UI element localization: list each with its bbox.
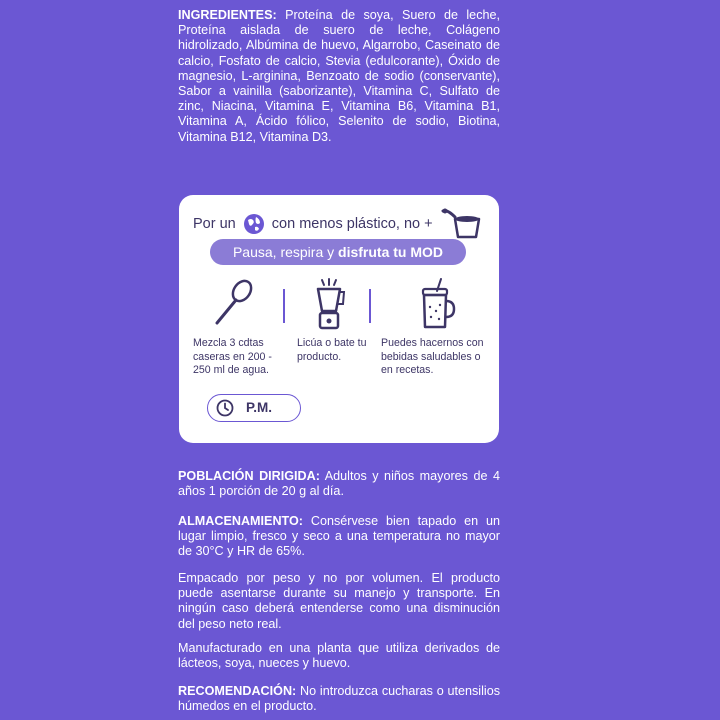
packaging-paragraph: Empacado por peso y no por volumen. El producto puede asentarse durante su manejo y transporte. En ningún caso deberá entenderse como una disminución del peso neto real. (178, 571, 500, 631)
step-text-blend: Licúa o bate tu producto. (297, 337, 367, 363)
step-text-drinks: Puedes hacernos con bebidas saludables o en recetas. (381, 337, 484, 377)
headline-before: Por un (193, 216, 236, 232)
ingredients-paragraph (178, 8, 500, 145)
time-badge (207, 394, 301, 422)
ingredients-label: INGREDIENTES: (178, 8, 277, 22)
usage-card (179, 195, 499, 443)
storage-text: Consérvese bien tapado en un lugar limpio, fresco y seco a una temperatura no mayor de 30°C y HR de 65%. (178, 514, 500, 559)
slogan-bold: disfruta tu MOD (338, 244, 444, 260)
target-population-text: Adultos y niños mayores de 4 años 1 porción de 20 g al día. (178, 469, 500, 499)
slogan-normal: Pausa, respira y (232, 244, 339, 260)
headline-after: con menos plástico, no + (271, 216, 433, 232)
recommendation-label: RECOMENDACIÓN: (178, 684, 297, 698)
step-divider (283, 289, 285, 323)
target-population-label: POBLACIÓN DIRIGIDA: (178, 469, 320, 483)
clock-icon (216, 399, 234, 417)
slogan-pill (210, 239, 466, 265)
globe-icon (243, 213, 265, 235)
storage-label: ALMACENAMIENTO: (178, 514, 303, 528)
manufacturing-paragraph: Manufacturado en una planta que utiliza derivados de lácteos, soya, nueces y huevo. (178, 641, 500, 671)
time-label: P.M. (246, 400, 273, 415)
spoon-icon (205, 277, 257, 331)
storage-paragraph (178, 514, 500, 560)
ingredients-text: Proteína de soya, Suero de leche, Proteína aislada de suero de leche, Colágeno hidrolizado, Albúmina de huevo, Algarrobo, Caseinato de calcio, Fosfato de calcio, Stevia (edulcorante), Óxido de magnesio, L-arginina, Benzoato de sodio (conservante), Sabor a vainilla (saborizante), Vitamina C, Sulfato de zinc, Niacina, Vitamina E, Vitamina B6, Vitamina B1, Vitamina A, Ácido fólico, Selenito de sodio, Biotina, Vitamina B12, Vitamina D3. (178, 8, 500, 144)
step-text-mix: Mezcla 3 cdtas caseras en 200 - 250 ml de agua. (193, 337, 272, 377)
scoop-icon (441, 205, 485, 239)
jar-glass-icon (411, 277, 463, 331)
blender-icon (303, 277, 355, 331)
target-population-paragraph (178, 469, 500, 499)
recommendation-text: No introduzca cucharas o utensilios húmedos en el producto. (178, 684, 500, 714)
step-divider (369, 289, 371, 323)
recommendation-paragraph (178, 684, 500, 714)
